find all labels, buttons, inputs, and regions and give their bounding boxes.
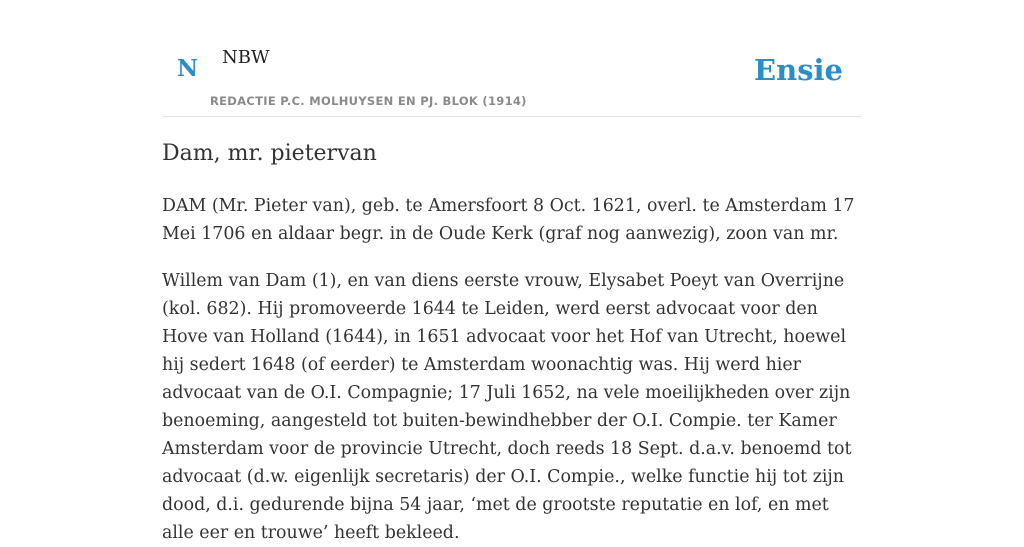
source-logo-icon[interactable]: N xyxy=(177,55,199,82)
article xyxy=(162,138,862,547)
brand-logo-link[interactable]: Ensie xyxy=(754,53,843,87)
article-title: Dam, mr. pietervan xyxy=(162,141,377,166)
article-paragraph: Willem van Dam (1), en van diens eerste vrouw, Elysabet Poeyt van Overrijne (kol. 682). Hij promoveerde 1644 te Leiden, werd eerst advocaat voor den Hove van Holland (1644), in 1651 advocaat voor het Hof van Utrecht, hoewel hij sedert 1648 (of eerder) te Amsterdam woonachtig was. Hij werd hier advocaat van de O.I. Compagnie; 17 Juli 1652, na vele moeilijkheden over zijn benoeming, aangesteld tot buiten-bewindhebber der O.I. Compie. ter Kamer Amsterdam voor de provincie Utrecht, doch reeds 18 Sept. d.a.v. benoemd tot advocaat (d.w. eigenlijk secretaris) der O.I. Compie., welke functie hij tot zijn dood, d.i. gedurende bijna 54 jaar, ‘met de grootste reputatie en lof, en met alle eer en trouwe’ heeft bekleed. xyxy=(162,271,852,543)
source-title[interactable]: NBW xyxy=(222,47,270,68)
source-subtitle: REDACTIE P.C. MOLHUYSEN EN PJ. BLOK (1914) xyxy=(210,94,527,108)
header xyxy=(162,0,862,117)
article-paragraph: DAM (Mr. Pieter van), geb. te Amersfoort 8 Oct. 1621, overl. te Amsterdam 17 Mei 1706 en aldaar begr. in de Oude Kerk (graf nog aanwezig), zoon van mr. xyxy=(162,196,855,244)
